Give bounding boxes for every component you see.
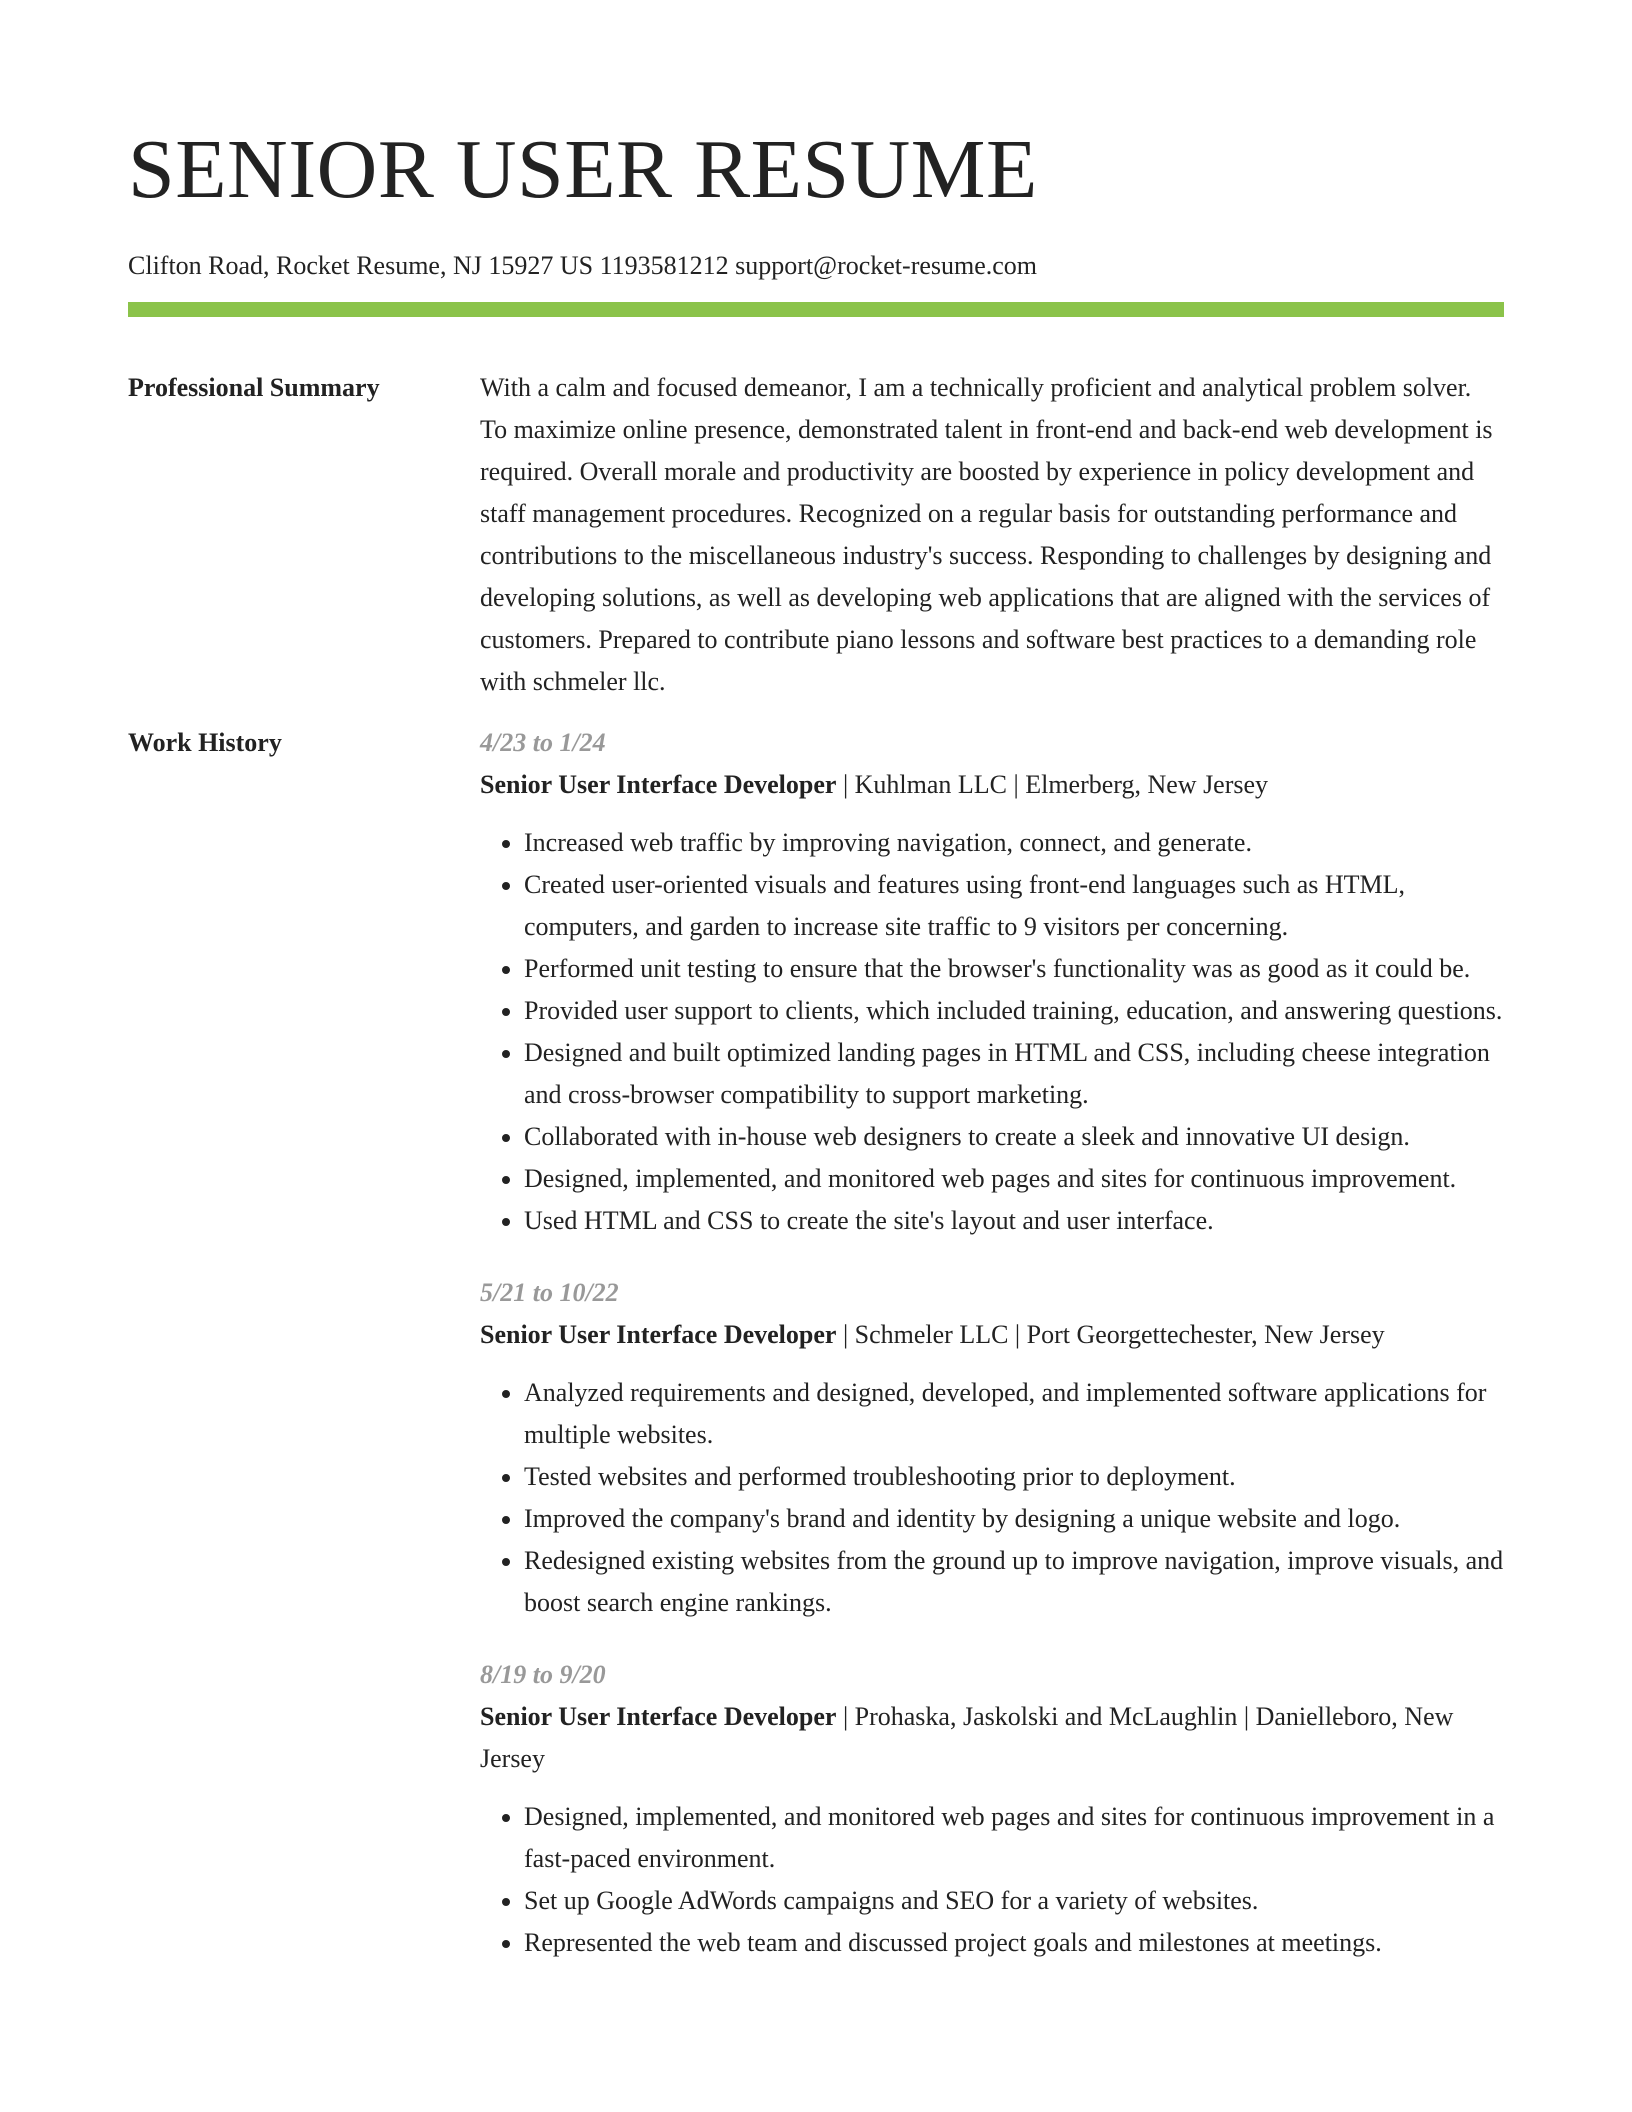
job-bullet: • Designed, implemented, and monitored web pages and sites for continuous improvement. (524, 1158, 1504, 1200)
job-bullet: • Performed unit testing to ensure that the browser's functionality was as good as it could be. (524, 948, 1504, 990)
job-title: Senior User Interface Developer (480, 770, 837, 799)
section-label-summary: Professional Summary (128, 373, 380, 402)
job-bullet: • Tested websites and performed troubleshooting prior to deployment. (524, 1456, 1504, 1498)
job-dates: 8/19 to 9/20 (480, 1660, 606, 1689)
job-details: | Prohaska, Jaskolski and McLaughlin | Danielleboro, New Jersey (480, 1702, 1454, 1773)
job-bullet-list (480, 822, 1504, 1242)
job-bullet-list (480, 1372, 1504, 1624)
job-entry (480, 1272, 1504, 1624)
job-bullet: • Represented the web team and discussed project goals and milestones at meetings. (524, 1922, 1504, 1964)
job-bullet: • Designed and built optimized landing pages in HTML and CSS, including cheese integration and cross-browser compatibility to support marketing. (524, 1032, 1504, 1116)
job-title: Senior User Interface Developer (480, 1320, 837, 1349)
job-bullet: • Designed, implemented, and monitored web pages and sites for continuous improvement in a fast-paced environment. (524, 1796, 1504, 1880)
job-bullet: • Improved the company's brand and identity by designing a unique website and logo. (524, 1498, 1504, 1540)
job-details: | Kuhlman LLC | Elmerberg, New Jersey (836, 770, 1269, 799)
job-bullet: • Analyzed requirements and designed, developed, and implemented software applications for multiple websites. (524, 1372, 1504, 1456)
job-entry (480, 722, 1504, 1242)
summary-body (480, 367, 1504, 703)
resume-page (128, 0, 1504, 1994)
job-bullet: • Used HTML and CSS to create the site's layout and user interface. (524, 1200, 1504, 1242)
work-history-section (128, 722, 1504, 1994)
resume-name: SENIOR USER RESUME (128, 123, 1038, 216)
job-bullet: • Collaborated with in-house web designers to create a sleek and innovative UI design. (524, 1116, 1504, 1158)
job-bullet: • Redesigned existing websites from the ground up to improve navigation, improve visuals, and boost search engine rankings. (524, 1540, 1504, 1624)
job-dates: 5/21 to 10/22 (480, 1278, 619, 1307)
job-dates: 4/23 to 1/24 (480, 728, 606, 757)
job-bullet: • Increased web traffic by improving navigation, connect, and generate. (524, 822, 1504, 864)
job-details: | Schmeler LLC | Port Georgettechester, New Jersey (836, 1320, 1385, 1349)
section-label-work-history: Work History (128, 728, 282, 757)
job-title: Senior User Interface Developer (480, 1702, 837, 1731)
professional-summary-section (128, 367, 1504, 703)
job-bullet: • Created user-oriented visuals and features using front-end languages such as HTML, computers, and garden to increase site traffic to 9 visitors per concerning. (524, 864, 1504, 948)
job-bullet: • Set up Google AdWords campaigns and SEO for a variety of websites. (524, 1880, 1504, 1922)
job-heading (480, 764, 1504, 806)
accent-divider (128, 302, 1504, 317)
work-history-body (480, 722, 1504, 1994)
job-entry (480, 1654, 1504, 1964)
job-heading (480, 1314, 1504, 1356)
summary-text: With a calm and focused demeanor, I am a technically proficient and analytical problem solver. To maximize online presence, demonstrated talent in front-end and back-end web development is required. Overall morale and productivity are boosted by experience in policy development and staff management procedures. Recognized on a regular basis for outstanding performance and contributions to the miscellaneous industry's success. Responding to challenges by designing and developing solutions, as well as developing web applications that are aligned with the services of customers. Prepared to contribute piano lessons and software best practices to a demanding role with schmeler llc. (480, 373, 1493, 696)
job-bullet-list (480, 1796, 1504, 1964)
job-heading (480, 1696, 1504, 1780)
job-bullet: • Provided user support to clients, which included training, education, and answering questions. (524, 990, 1504, 1032)
contact-line: Clifton Road, Rocket Resume, NJ 15927 US 1193581212 support@rocket-resume.com (128, 251, 1038, 280)
